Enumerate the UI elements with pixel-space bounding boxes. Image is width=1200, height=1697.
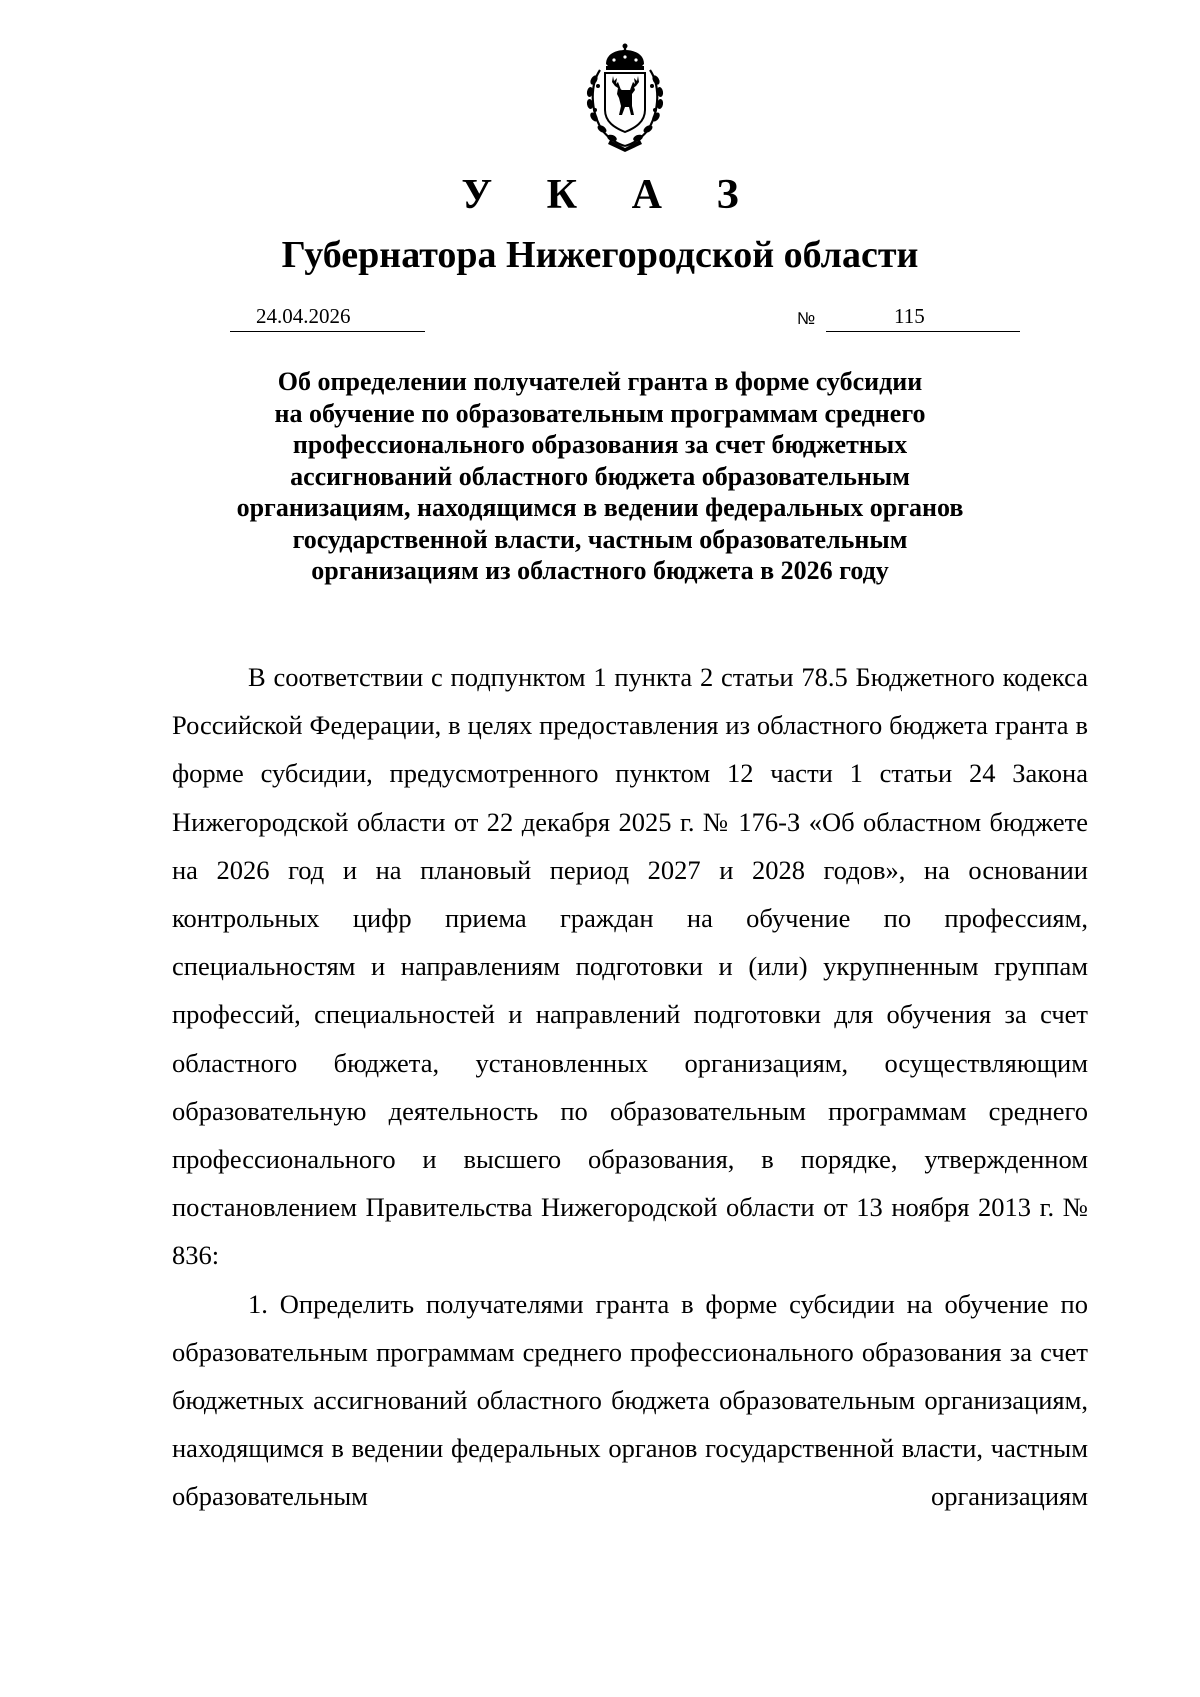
title-line: Об определении получателей гранта в форме субсидии — [277, 367, 923, 396]
number-field — [826, 303, 1020, 332]
preamble-paragraph: В соответствии с подпунктом 1 пункта 2 статьи 78.5 Бюджетного кодекса Российской Федерации, в целях предоставления из областного бюджета гранта в форме субсидии, предусмотренного пунктом 12 части 1 статьи 24 Закона Нижегородской области от 22 декабря 2025 г. № 176-З «Об областном бюджете на 2026 год и на плановый период 2027 и 2028 годов», на основании контрольных цифр приема граждан на обучение по профессиям, специальностям и направлениям подготовки и (или) укрупненным группам профессий, специальностей и направлений подготовки для обучения за счет областного бюджета, установленных организациям, осуществляющим образовательную деятельность по образовательным программам среднего профессионального и высшего образования, в порядке, утвержденном постановлением Правительства Нижегородской области от 13 ноября 2013 г. № 836: — [172, 662, 1088, 1271]
title-line: организациям из областного бюджета в 2026 году — [311, 556, 889, 585]
item-1-paragraph: 1. Определить получателями гранта в форме субсидии на обучение по образовательным программам среднего профессионального образования за счет бюджетных ассигнований областного бюджета образовательным организациям, находящимся в ведении федеральных органов государственной власти, частным образовательным организациям — [172, 1288, 1088, 1512]
title-line: профессионального образования за счет бюджетных — [292, 430, 908, 459]
number-value: 115 — [894, 304, 925, 328]
document-title — [0, 366, 1200, 587]
title-line: организациям, находящимся в ведении федеральных органов — [236, 493, 964, 522]
title-line: государственной власти, частным образовательным — [292, 524, 908, 554]
date-field — [230, 303, 425, 332]
number-label: № — [797, 309, 816, 328]
coat-of-arms-icon — [572, 40, 678, 152]
date-value: 24.04.2026 — [256, 304, 351, 328]
title-line: на обучение по образовательным программам среднего — [274, 398, 926, 428]
issuer-heading: Губернатора Нижегородской области — [281, 234, 919, 276]
document-type-heading: У К А З — [461, 172, 761, 218]
document-body — [172, 653, 1088, 1521]
title-line: ассигнований областного бюджета образовательным — [290, 461, 910, 491]
